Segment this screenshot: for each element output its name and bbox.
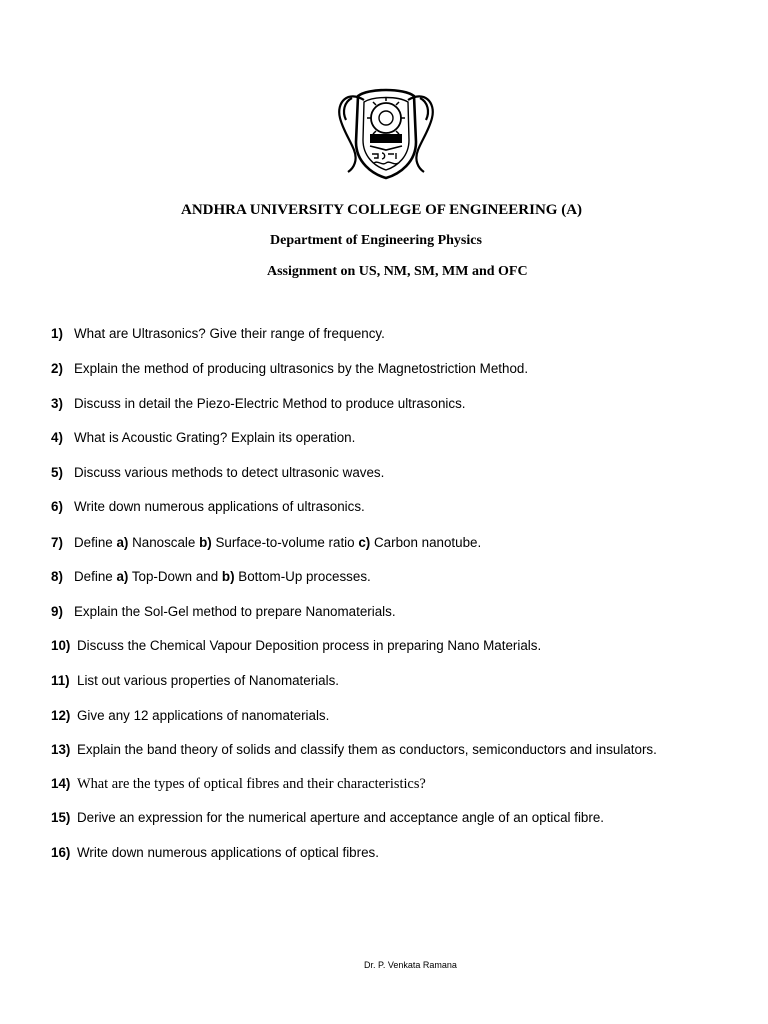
university-seal-icon (334, 86, 438, 180)
question-7: 7) Define a) Nanoscale b) Surface-to-volume ratio c) Carbon nanotube. (51, 535, 482, 550)
question-9: 9) Explain the Sol-Gel method to prepare Nanomaterials. (51, 604, 396, 619)
question-11: 11) List out various properties of Nanomaterials. (51, 673, 339, 688)
question-16: 16) Write down numerous applications of optical fibres. (51, 845, 379, 860)
assignment-title: Assignment on US, NM, SM, MM and OFC (267, 264, 528, 279)
department-name: Department of Engineering Physics (270, 233, 482, 248)
footer-author: Dr. P. Venkata Ramana (364, 960, 457, 970)
college-title: ANDHRA UNIVERSITY COLLEGE OF ENGINEERING (A) (181, 202, 583, 218)
question-6: 6) Write down numerous applications of ultrasonics. (51, 499, 365, 514)
question-2: 2) Explain the method of producing ultrasonics by the Magnetostriction Method. (51, 361, 529, 376)
question-3: 3) Discuss in detail the Piezo-Electric Method to produce ultrasonics. (51, 396, 466, 411)
question-13: 13) Explain the band theory of solids and classify them as conductors, semiconductors and insulators. (51, 742, 657, 757)
question-1: 1) What are Ultrasonics? Give their range of frequency. (51, 326, 385, 341)
question-10: 10) Discuss the Chemical Vapour Deposition process in preparing Nano Materials. (51, 638, 542, 653)
question-5: 5) Discuss various methods to detect ultrasonic waves. (51, 465, 385, 480)
question-4: 4) What is Acoustic Grating? Explain its operation. (51, 430, 356, 445)
question-8: 8) Define a) Top-Down and b) Bottom-Up processes. (51, 569, 371, 584)
question-12: 12) Give any 12 applications of nanomaterials. (51, 708, 330, 723)
question-15: 15) Derive an expression for the numerical aperture and acceptance angle of an optical fibre. (51, 810, 605, 825)
question-14: 14) What are the types of optical fibres and their characteristics? (51, 776, 426, 792)
